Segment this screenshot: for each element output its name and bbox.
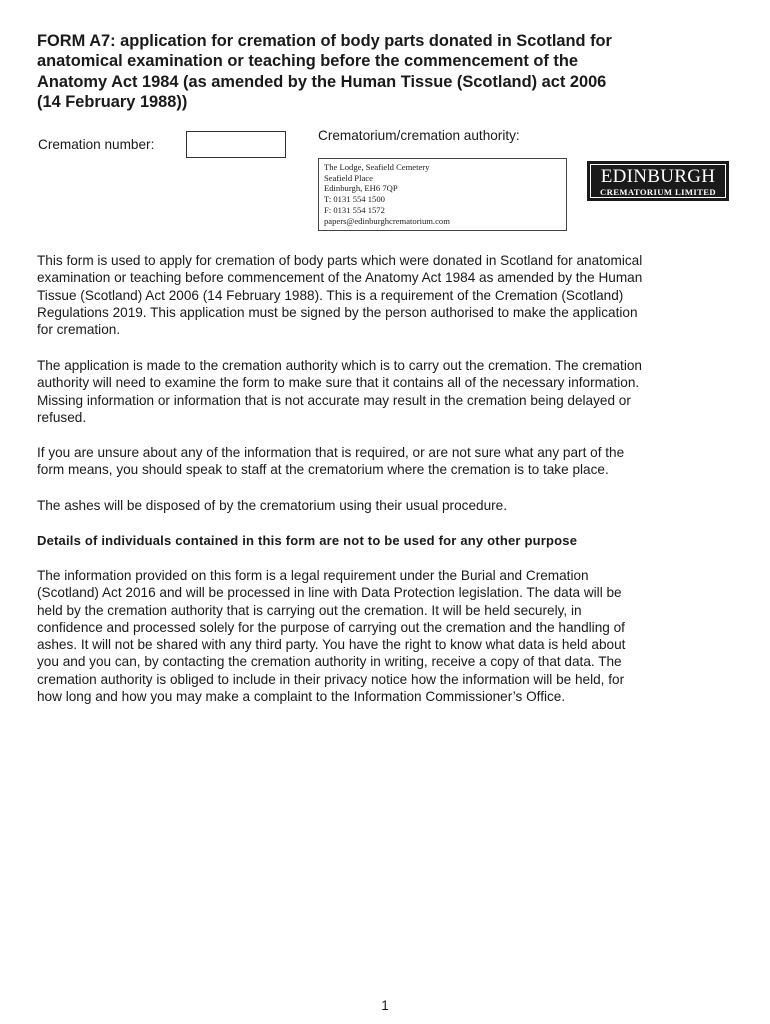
text-line: Regulations 2019. This application must be signed by the person authorised to make the application (37, 304, 638, 320)
intro-paragraph (37, 252, 737, 338)
ashes-paragraph (37, 497, 737, 514)
privacy-paragraph (37, 567, 737, 705)
address-fax: F: 0131 554 1572 (324, 204, 385, 215)
text-line: held by the cremation authority that is carrying out the cremation. It will be held securely, in (37, 602, 582, 618)
application-paragraph (37, 357, 737, 426)
logo-main-text: EDINBURGH (600, 166, 716, 187)
text-line: The information provided on this form is a legal requirement under the Burial and Cremation (37, 568, 589, 583)
address-phone: T: 0131 554 1500 (324, 194, 385, 205)
page-title (37, 31, 737, 112)
text-line: authority will need to examine the form to make sure that it contains all of the necessary information. (37, 375, 640, 391)
address-email: papers@edinburghcrematorium.com (324, 215, 450, 226)
text-line: (Scotland) Act 2016 and will be processed in line with Data Protection legislation. The data will be (37, 585, 622, 601)
cremation-number-input[interactable] (186, 131, 286, 158)
title-line: (14 February 1988)) (37, 92, 188, 111)
address-line: Seafield Place (324, 172, 373, 183)
crematorium-authority-label: Crematorium/cremation authority: (318, 128, 520, 143)
text-line: refused. (37, 409, 87, 425)
logo-sub-text: CREMATORIUM LIMITED (600, 187, 716, 197)
text-line: confidence and processed solely for the purpose of carrying out the cremation and the handling of (37, 619, 625, 635)
edinburgh-crematorium-logo (587, 161, 729, 201)
text-line: how long and how you may make a complaint to the Information Commissioner’s Office. (37, 689, 566, 705)
text-line: Missing information or information that is not accurate may result in the cremation being delayed or (37, 392, 631, 408)
title-line: Anatomy Act 1984 (as amended by the Human Tissue (Scotland) act 2006 (37, 72, 607, 91)
title-line: FORM A7: application for cremation of body parts donated in Scotland for (37, 32, 612, 50)
text-line: for cremation. (37, 322, 121, 338)
text-line: This form is used to apply for cremation of body parts which were donated in Scotland for anatomical (37, 253, 643, 268)
data-use-notice: Details of individuals contained in this form are not to be used for any other purpose (37, 533, 578, 548)
text-line: you and you can, by contacting the cremation authority in writing, receive a copy of that data. The (37, 654, 622, 670)
text-line: If you are unsure about any of the information that is required, or are not sure what any part of the (37, 445, 625, 460)
crematorium-address-box (318, 158, 567, 231)
cremation-number-label: Cremation number: (38, 137, 155, 152)
text-line: Tissue (Scotland) Act 2006 (14 February 1988). This is a requirement of the Cremation (Scotland) (37, 287, 624, 303)
page-number: 1 (381, 998, 389, 1013)
logo-frame (590, 164, 726, 198)
text-line: The application is made to the cremation authority which is to carry out the cremation. The cremation (37, 358, 642, 373)
text-line: ashes. It will not be shared with any third party. You have the right to know what data is held about (37, 637, 626, 653)
address-line: Edinburgh, EH6 7QP (324, 183, 398, 194)
text-line: The ashes will be disposed of by the crematorium using their usual procedure. (37, 498, 507, 513)
text-line: cremation authority is obliged to include in their privacy notice how the information will be held, for (37, 671, 625, 687)
address-line: The Lodge, Seafield Cemetery (324, 162, 430, 172)
title-line: anatomical examination or teaching before the commencement of the (37, 52, 579, 71)
unsure-paragraph (37, 444, 737, 479)
text-line: form means, you should speak to staff at the crematorium where the cremation is to take place. (37, 462, 609, 478)
text-line: examination or teaching before commencement of the Anatomy Act 1984 as amended by the Human (37, 270, 643, 286)
